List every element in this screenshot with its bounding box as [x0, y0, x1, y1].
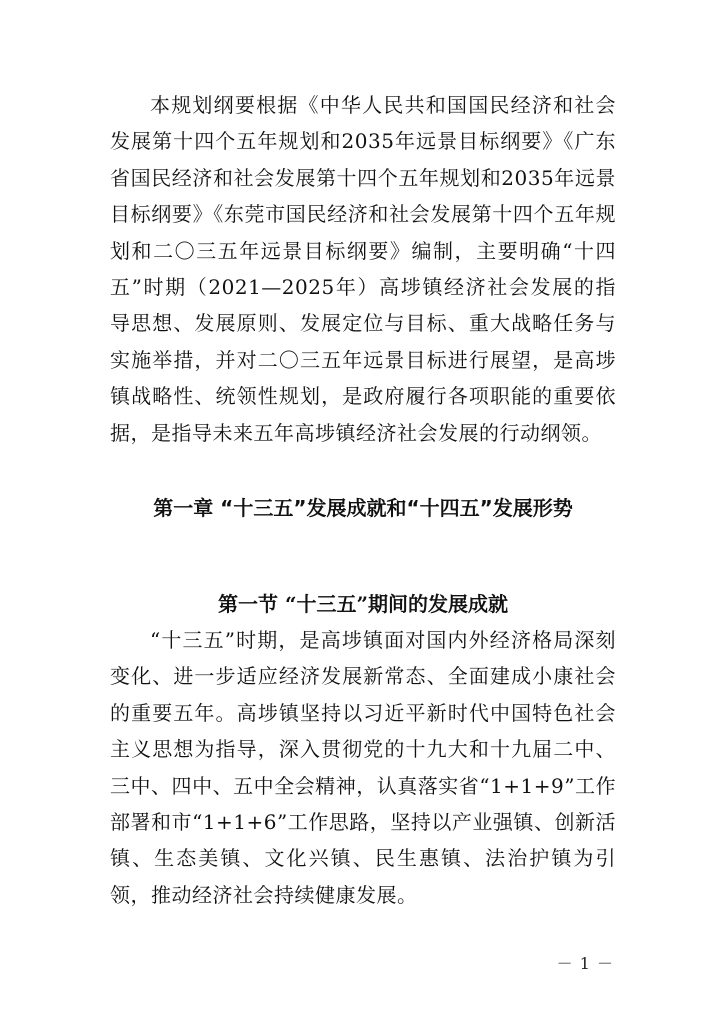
section-paragraph: “十三五”时期，是高埗镇面对国内外经济格局深刻变化、进一步适应经济发展新常态、全面建成小康社会的重要五年。高埗镇坚持以习近平新时代中国特色社会主义思想为指导，深入贯彻党的十九大和十九届二中、三中、四中、五中全会精神，认真落实省“1+1+9”工作部署和市“1+1+6”工作思路，坚持以产业强镇、创新活镇、生态美镇、文化兴镇、民生惠镇、法治护镇为引领，推动经济社会持续健康发展。 — [110, 628, 616, 907]
section-heading: 第一节 “十三五”期间的发展成就 — [218, 592, 508, 616]
chapter-heading: 第一章 “十三五”发展成就和“十四五”发展形势 — [153, 496, 573, 520]
intro-paragraph: 本规划纲要根据《中华人民共和国国民经济和社会发展第十四个五年规划和2035年远景目标纲要》《广东省国民经济和社会发展第十四个五年规划和2035年远景目标纲要》《东莞市国民经济和社会发展第十四个五年规划和二〇三五年远景目标纲要》编制，主要明确“十四五”时期（2021—2025年）高埗镇经济社会发展的指导思想、发展原则、发展定位与目标、重大战略任务与实施举措，并对二〇三五年远景目标进行展望，是高埗镇战略性、统领性规划，是政府履行各项职能的重要依据，是指导未来五年高埗镇经济社会发展的行动纲领。 — [110, 93, 616, 445]
page-number: － 1 － — [556, 954, 614, 973]
